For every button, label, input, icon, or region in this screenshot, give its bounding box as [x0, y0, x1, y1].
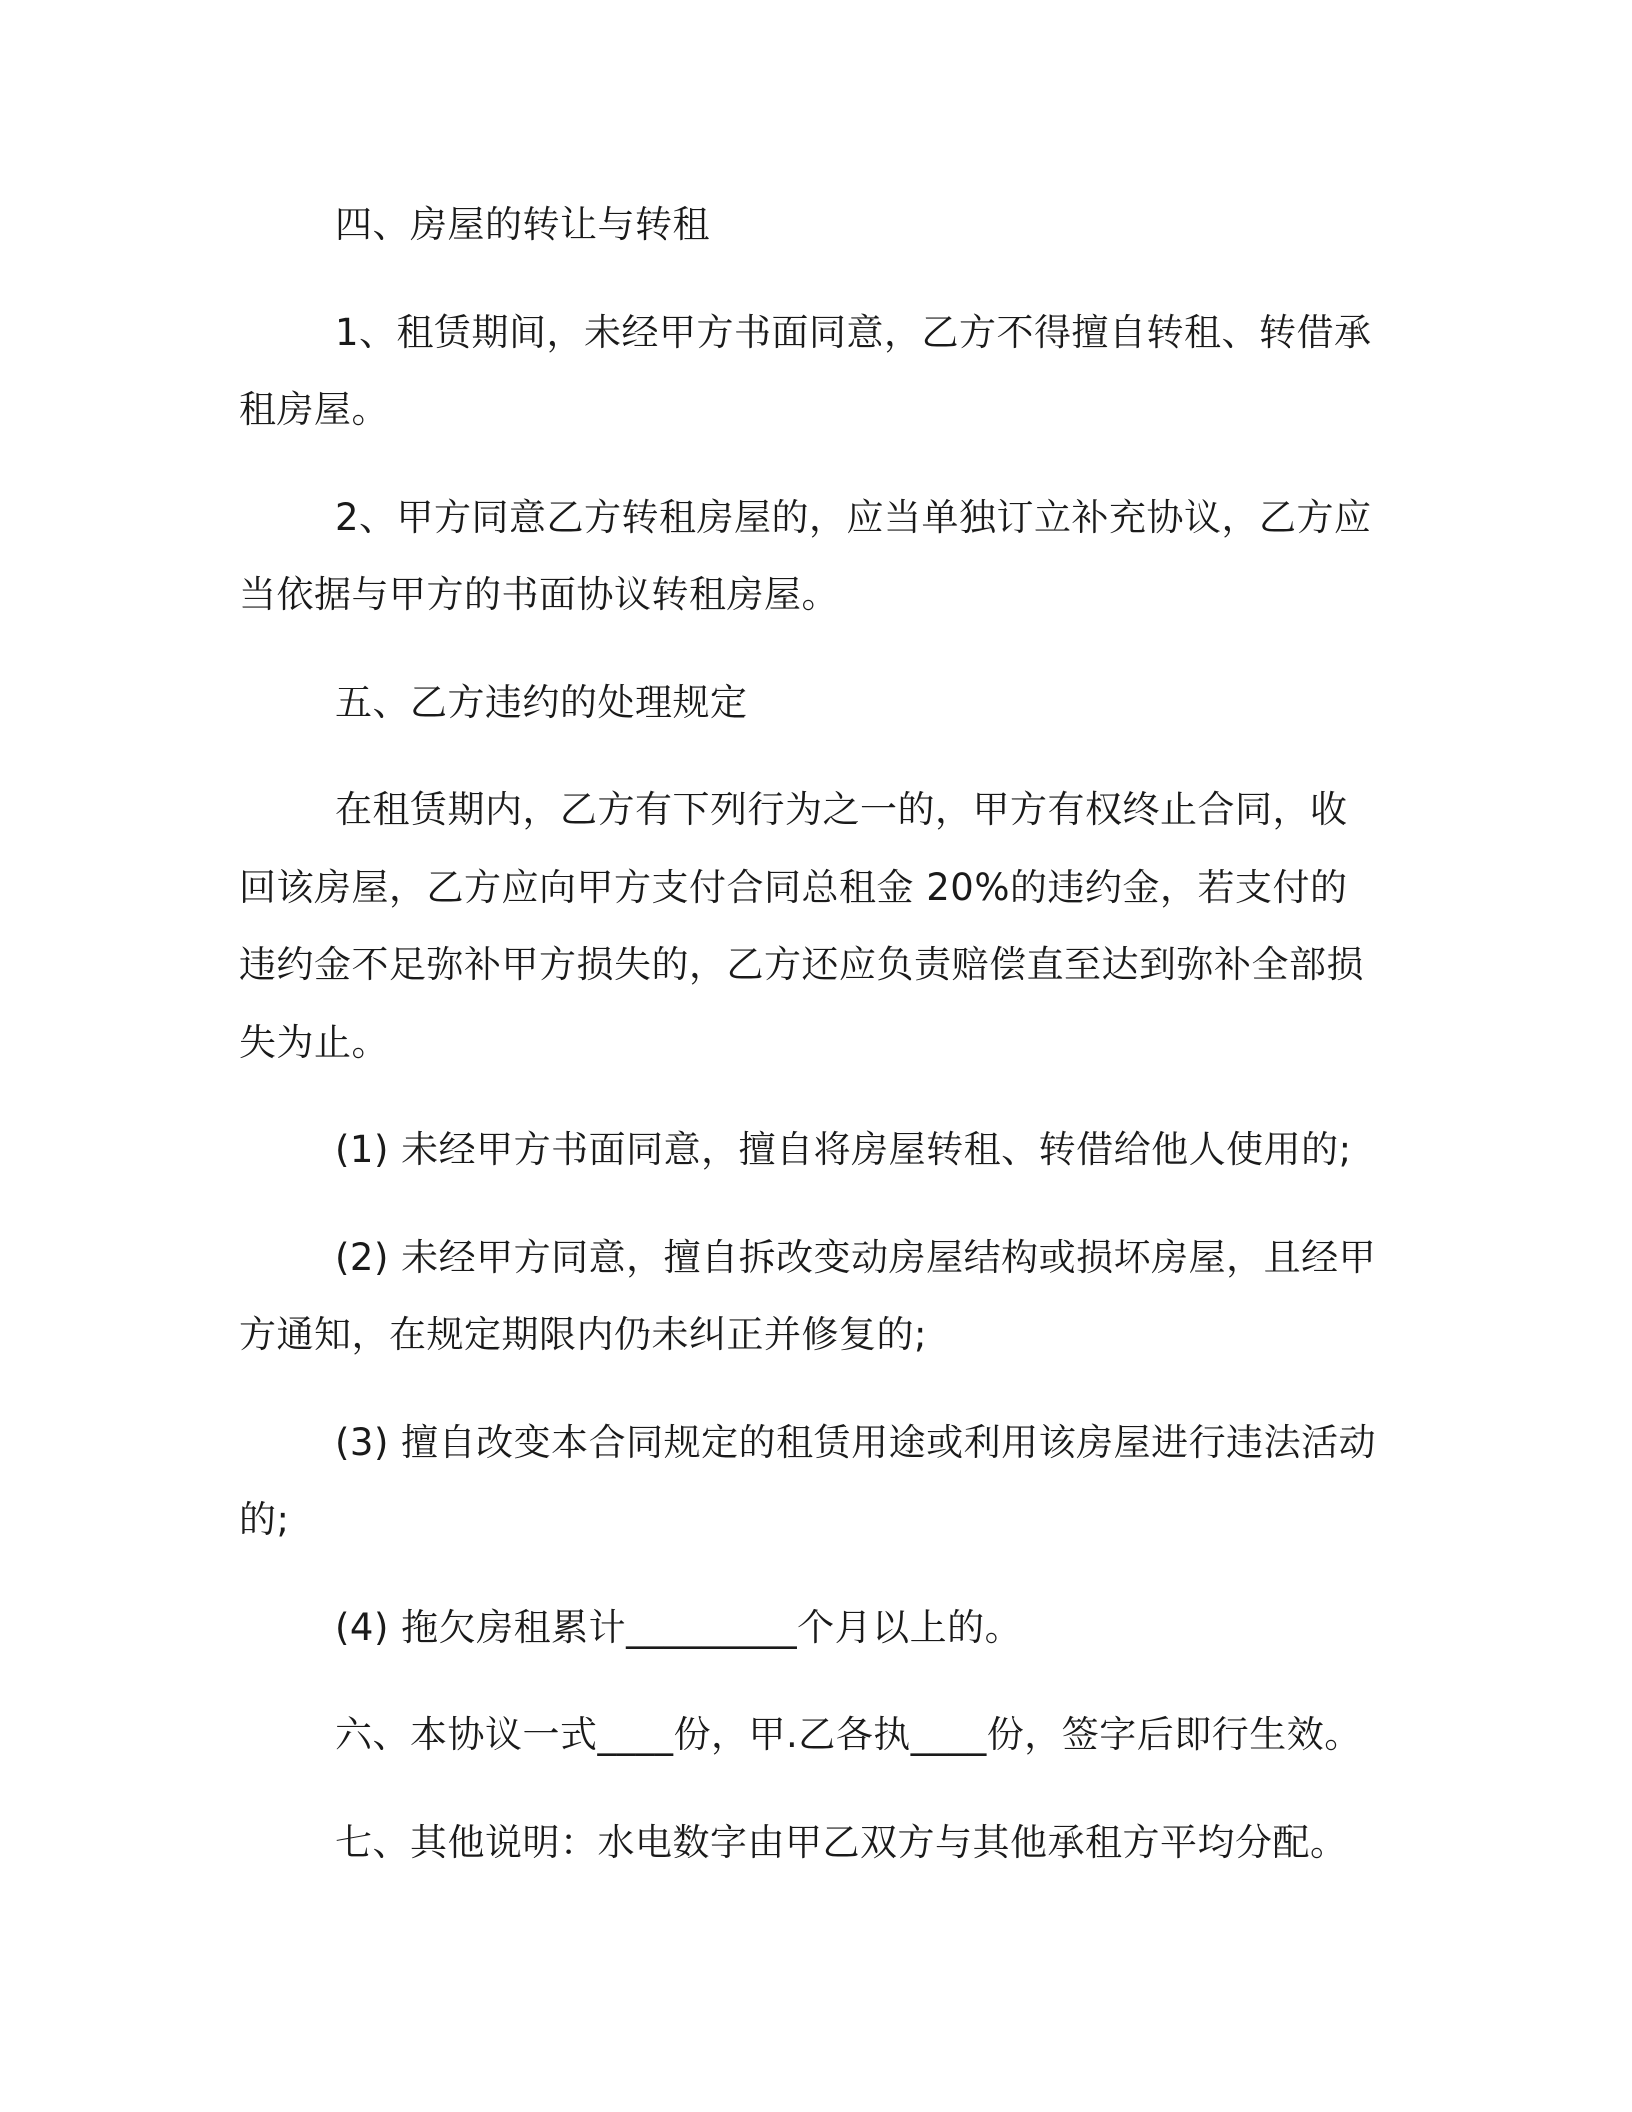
clause-4-2: 2、甲方同意乙方转租房屋的，应当单独订立补充协议，乙方应当依据与甲方的书面协议转租房屋。	[239, 495, 1372, 616]
section-seven: 七、其他说明：水电数字由甲乙双方与其他承租方平均分配。	[335, 1820, 1348, 1864]
clause-4-1: 1、租赁期间，未经甲方书面同意，乙方不得擅自转租、转借承租房屋。	[239, 310, 1372, 431]
document-body	[239, 186, 1379, 1881]
section-heading-four: 四、房屋的转让与转租	[335, 203, 710, 246]
clause-5-item-3: (3) 擅自改变本合同规定的租赁用途或利用该房屋进行违法活动的;	[239, 1420, 1377, 1541]
clause-5-intro: 在租赁期内，乙方有下列行为之一的，甲方有权终止合同，收回该房屋，乙方应向甲方支付合同总租金 20%的违约金，若支付的违约金不足弥补甲方损失的，乙方还应负责赔偿直至达到弥补全部损失为止。	[239, 788, 1364, 1064]
clause-5-item-1: (1) 未经甲方书面同意，擅自将房屋转租、转借给他人使用的;	[335, 1128, 1352, 1171]
section-six: 六、本协议一式____份，甲.乙各执____份，签字后即行生效。	[335, 1713, 1362, 1756]
clause-5-item-2: (2) 未经甲方同意，擅自拆改变动房屋结构或损坏房屋，且经甲方通知，在规定期限内仍未纠正并修复的;	[239, 1235, 1377, 1356]
clause-5-item-4: (4) 拖欠房租累计_________个月以上的。	[335, 1605, 1023, 1649]
section-heading-five: 五、乙方违约的处理规定	[335, 680, 748, 724]
